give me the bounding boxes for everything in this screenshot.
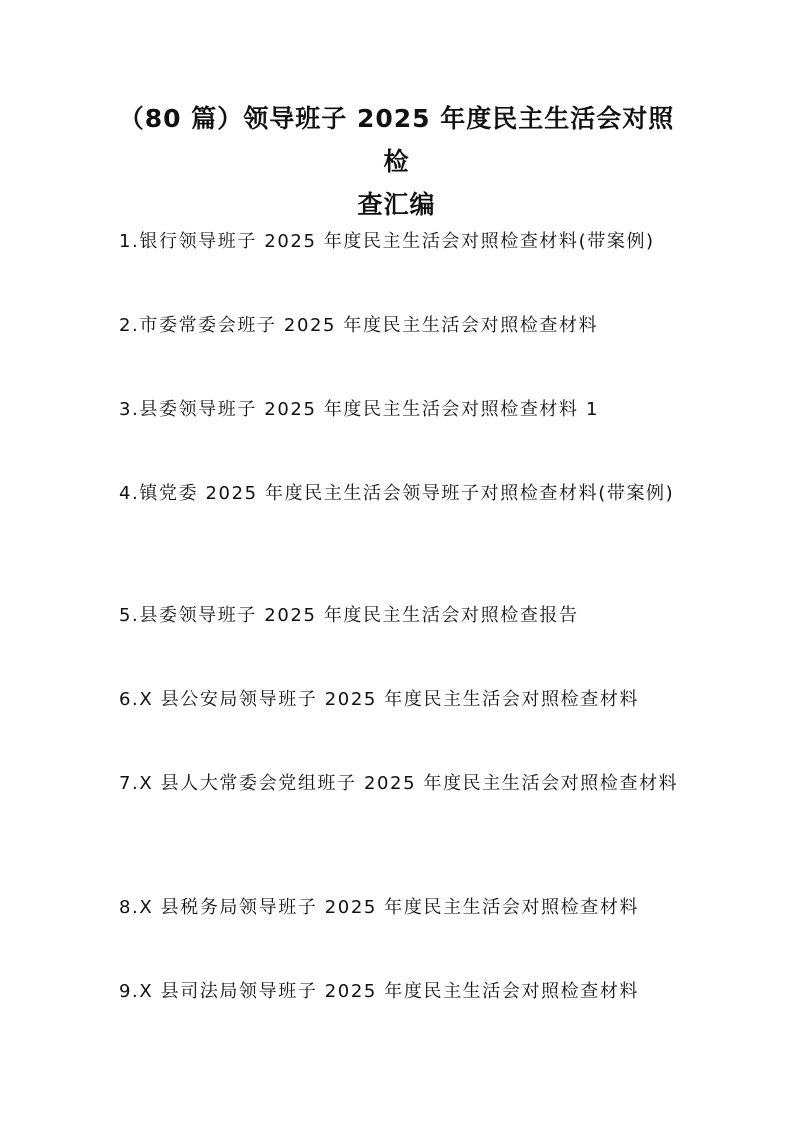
toc-item-8: 8.X 县税务局领导班子 2025 年度民主生活会对照检查材料 xyxy=(119,897,640,918)
toc-item-9: 9.X 县司法局领导班子 2025 年度民主生活会对照检查材料 xyxy=(119,981,640,1002)
toc-item-1: 1.银行领导班子 2025 年度民主生活会对照检查材料(带案例) xyxy=(119,231,655,252)
document-title-line-2: 查汇编 xyxy=(357,190,436,219)
toc-item-4: 4.镇党委 2025 年度民主生活会领导班子对照检查材料(带案例) xyxy=(119,483,675,504)
toc-item-7: 7.X 县人大常委会党组班子 2025 年度民主生活会对照检查材料 xyxy=(119,773,679,794)
toc-item-2: 2.市委常委会班子 2025 年度民主生活会对照检查材料 xyxy=(119,315,599,336)
toc-item-6: 6.X 县公安局领导班子 2025 年度民主生活会对照检查材料 xyxy=(119,689,640,710)
toc-item-3: 3.县委领导班子 2025 年度民主生活会对照检查材料 1 xyxy=(119,399,599,420)
document-title xyxy=(108,97,685,226)
toc-item-5: 5.县委领导班子 2025 年度民主生活会对照检查报告 xyxy=(119,605,579,626)
document-title-line-1: （80 篇）领导班子 2025 年度民主生活会对照检 xyxy=(118,104,675,176)
